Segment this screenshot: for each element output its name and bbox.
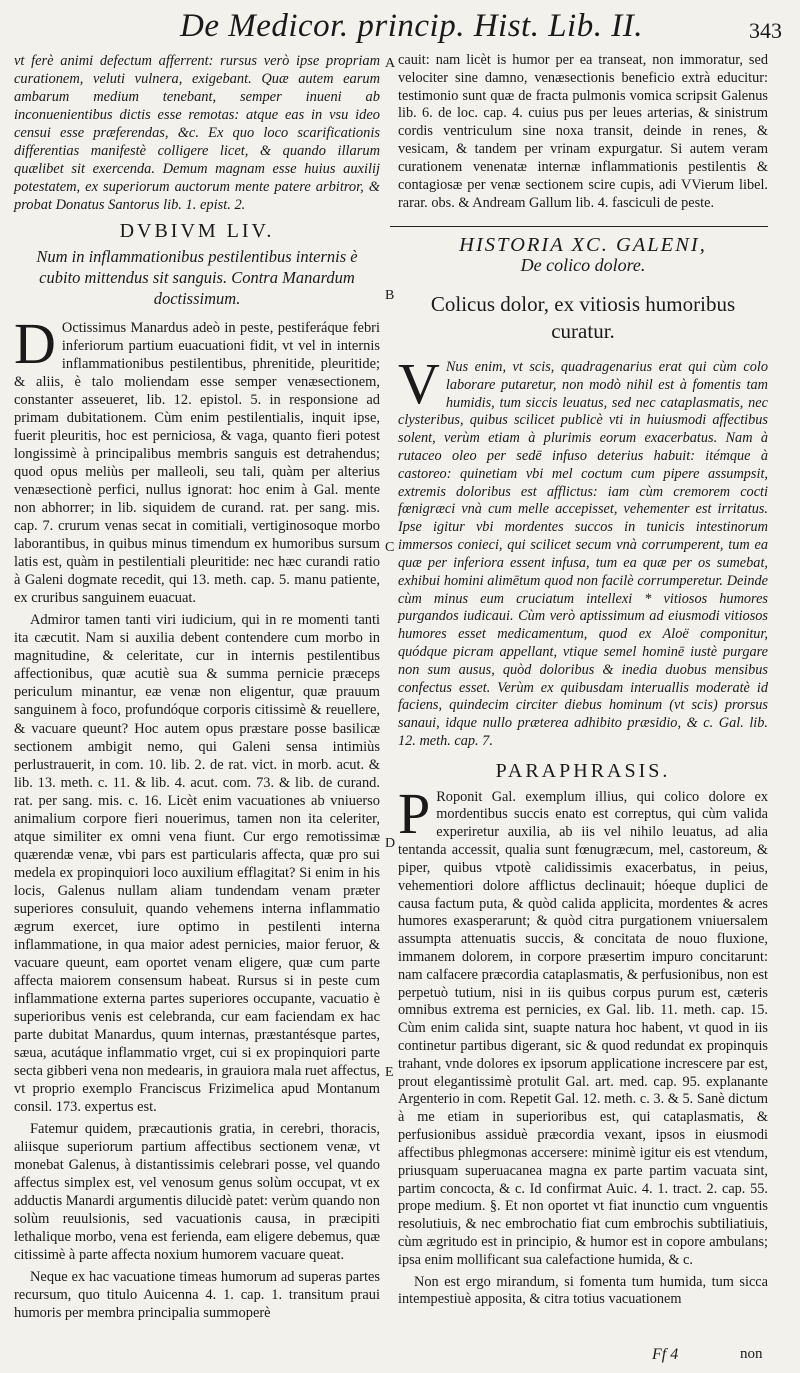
section-rule	[390, 226, 768, 227]
paraphrasis-paragraph-2: Non est ergo mirandum, si fomenta tum humida, tum sicca intempestiuè apposita, & citra totius vacuationem	[398, 1273, 768, 1308]
dropcap-p: P	[398, 780, 431, 846]
left-paragraph-1-text: Octissimus Manardus adeò in peste, pestiferáque febri inferiorum partium euacuationi fidit, vt vel in internis inflammationibus pestilentibus, phrenitide, pleuritide; & aliis, è talo moliendam esse semper venæsectionem, constanter asseueret, lib. 12. epistol. 5. in responsione ad primam dubitationem. Cùm enim pestilentialis, inquit ipse, fuerit pleuritis, hoc est perniciosa, & vaga, quanto fieri potest longissimè à principalibus membris sanguis est detrahendus; quod opus meliùs per malleoli, seu tali, quàm per alterius venæsectionè perfici, nullus ignorat: hoc enim à Gal. mente non abhorrer; in lib. siquidem de curand. rat. per sang. mis. cap. 7. crurum venas secat in comitiali, vertiginosoque morbo laborantibus, in quibus minus timendum ex humoribus sursum latis est, quàm in pestilentiali pleuritide: nec hæc curandi ratio à Galeni dogmate recedit, qui 13. meth. cap. 5. manu patiente, ex cruribus sanguinem euacuat.	[14, 320, 380, 607]
page-header	[0, 6, 800, 50]
margin-letter-c: C	[385, 540, 395, 555]
catchword: non	[740, 1346, 763, 1362]
left-intro-paragraph: vt ferè animi defectum afferrent: rursus verò ipse propriam curationem, veluti vulnera, exigebant. Quæ autem earum ambarum medium tenebant, semper inueni ab inconuenientibus dictis esse remotas: atque eas in vsu ideo censui esse præferendas, &c. Ex quo loco scarificationis differentias manifestè colligere licet, & quando illarum quælibet sit exercenda. Demum magnam esse huius auxilij potestatem, ex superiorum auctorum mente patere arbitror, & probat Donatus Santorus lib. 1. epist. 2.	[14, 53, 380, 214]
margin-letter-e: E	[385, 1065, 394, 1080]
history-subtitle: De colico dolore.	[520, 255, 646, 276]
margin-letter-b: B	[385, 288, 395, 303]
paraphrasis-title: PARAPHRASIS.	[495, 759, 671, 782]
paraphrasis-paragraph-1	[398, 780, 768, 1270]
colicus-title: Colicus dolor, ex vitiosis humoribus curatur.	[430, 291, 736, 343]
left-paragraph-2: Admiror tamen tanti viri iudicium, qui in re momenti tanti ita cæcutit. Nam si auxilia debent contendere cum morbo in magnitudine, & celeritate, cur in internis pestilentibus affectionibus, quæ acutiè sua & summa pernicie præceps periculum minantur, eæ venæ non eligentur, quæ prauum sanguinem à foco, profundóque corporis citissimè & reuellere, & vacuare queunt? Hoc autem opus præstare posse basilicæ sectionem ambigit nemo, qui Galeni sensa intimiùs perlustrauerit, in com. 10. lib. 2. de rat. vict. in morb. acut. & lib. 13. meth. c. 11. & lib. 4. acut. com. 73. & lib. de curand. rat. per sang. mis. c. 16. Licèt enim vacuationes ab vniuerso animalium corpore fieri nouerimus, tamen non ita celeriter, atque similiter ex omni vena fiunt. Cur ergo remotissimæ quærendæ venæ, vbi pars est particularis affecta, quæ pro sui medela ex propinquiori loco auxilium efflagitat? Si enim in his locis, Galenus nullam aliam tundendam venam præter superiores consuluit, quando vehemens interna inflammatio ægrum exercet, iure optimo in pestilenti interna inflammatione, in qua maior adest pernicies, maior feruor, & vacuare queunt, eam oportet venam eligere, quæ cum parte affecta maiorem consensum habeat. Rursus si in peste cum inflammatione externa partes superiores occupante, vacuatio è superioribus venis est celebranda, cur eam faciendam ex hac parte dubitat Manardus, quum internas, præstantésque partes, sæua, acutáque inflammatio vrget, cui si ex propinquiori parte secta gibberi vena non medearis, in grauiora mala ruet affectus, vt proprio exemplo Franciscus Frizimelica apud Montanum consil. 173. expertus est.	[14, 612, 380, 1115]
left-paragraph-4: Neque ex hac vacuatione timeas humorum ad superas partes recursum, quo titulo Auicenna 4. 1. cap. 1. transitum praui humoris per membra principalia summoperè	[14, 1268, 380, 1321]
right-column	[398, 52, 768, 1313]
history-paragraph	[398, 350, 768, 751]
dubium-question: Num in inflammationibus pestilentibus internis è cubito mittendus sit sanguis. Contra Manardum doctissimum.	[36, 247, 358, 309]
page-number: 343	[749, 18, 782, 43]
margin-letter-a: A	[385, 56, 396, 71]
dubium-title: DVBIVM LIV.	[119, 220, 275, 243]
paraphrasis-1-text: Roponit Gal. exemplum illius, qui colico dolore ex mordentibus succis enato est correptus, qui cùm valida experiretur auxilia, ab iis vel nihilo leuatus, ad alia tentanda accessit, qualia sunt fœnugræcum, mel, castoreum, & piper, quibus vtpotè calidissimis exacerbatus, in peius, vehementiori dolore afflictus declinauit; hóeque duplici de causa factum puta, & quòd calida applicita, mordentes & acres humores exasperarunt; & quòd citra purgationem vniuersalem assumpta attenuatis succis, & concitata de nouo fluxione, immanem dolorem, in corpore præsertim impuro concitarunt: nam calfacere præcordia cataplasmatis, & perfusionibus, non est perpetuò tutium, nisi in iis quibus corpus purum est, cæteris omnibus extrema est pernicies, ex Gal. lib. 11. meth. cap. 15. Cùm enim calida sint, suapte natura hoc habent, vt quod in iis continetur partibus digerant, sic & quod redundat ex propinquis trahant, vnde dolores ex ipsorum applicatione increscere par est, prout elegantissimè protulit Gal. art. med. cap. 95. explanante Argenterio in com. Repetit Gal. 12. meth. c. 3. & 5. Sanè dictum à me etiam in superioribus est, qui cataplasmatis, & perfusionibus assiduè præcordia vexant, ipsos in eiusmodi affectibus phlegmonas accersere: minimè igitur eis est vtendum, priusquam superuacanea magna ex parte partim vacuata sint, partim concocta, & c. Id confirmat Auic. 4. 1. tract. 2. cap. 55. prope medium. §. Et non oportet vt fiat inunctio cum vnguentis resolutiuis, & nec embrochatio fiat cum embrochis subtiliatiuis, cùm ægritudo est in principio, & humor est in copore ambulans; ipsa enim mollificant sua calefactione humida, & c.	[398, 788, 768, 1268]
dropcap-v: V	[398, 350, 440, 416]
dropcap-d: D	[14, 311, 56, 377]
history-text: Nus enim, vt scis, quadragenarius erat qui cùm colo laborare putaretur, non modò nihil est à fomentis tam humidis, tum siccis leuatus, sed nec cataplasmatis, nec clysteribus, quibus scilicet publicè vti in huiusmodi affectibus solent, verùm etiam à plurimis eorum exacerbatus. Nam à rutaceo oleo per sedē infuso deterius habuit: itémque à castoreo: quinetiam vbi mel coctum cum pipere assumpsit, extremis doloribus est afflictus: iam cùm cremorem cocti fœnigræci vnà cum melle accepisset, vehementer est irritatus. Ipse igitur vbi mordentes succos in tunicis intestinorum immersos conieci, qui scilicet secum vnà corrumperent, tum ea quæ per inferiora essent infusa, tum ea quæ per os sumebat, exhibui homini alimētum quod non facilè corrumperetur. Deinde cùm minus eum cruciatum intellexi * vitiosos humores purgandos iudicaui. Cùm verò aptissimum ad eiusmodi vitiosos humores esset medicamentum, quod ex Aloë componitur, quódque picram appellant, vtique semel hominē iustè purgare non sum ausus, quòd doloribus & inedia duobus mensibus confectus esset. Verùm ex quibusdam interuallis moderatè id faciens, quindecim circiter diebus hominum (vt scis) prorsus sanaui, idque nullo præterea adhibito præsidio, & c. Gal. lib. 12. meth. cap. 7.	[398, 358, 768, 749]
left-paragraph-3: Fatemur quidem, præcautionis gratia, in cerebri, thoracis, aliisque superiorum partium affectibus sectionem venæ, vt monebat Galenus, à distantissimis celebrari posse, vel quando affectus simplex est, vel venosum genus solùm occupat, vt ex adductis Manardi argumentis dilucidè patet: verùm quando non solùm reuulsionis, sed vacuationis causa, in præcipiti lethalique morbo, vena est ferienda, eam eligere debemus, quæ citissimè à parte affecta noxium humorem vacuare queat.	[14, 1120, 380, 1263]
left-column	[14, 52, 380, 1326]
running-title: De Medicor. princip. Hist. Lib. II.	[180, 8, 643, 44]
signature-mark: Ff 4	[652, 1346, 679, 1363]
margin-letter-d: D	[385, 836, 396, 851]
left-paragraph-1	[14, 311, 380, 607]
history-title: HISTORIA XC. GALENI,	[459, 234, 707, 257]
right-intro-paragraph: cauit: nam licèt is humor per ea transeat, non immoratur, sed velociter sine damno, venæsectionis beneficio extrà educitur: testimonio sunt quæ de fracta pulmonis vomica scripsit Galenus lib. 6. de loc. cap. 4. cuius pus per leues arterias, & sinistrum cordis ventriculum sine noxa transit, deinde in renes, & vesicam, & tandem per vrinam expurgatur. Si autem veram curationem venenatæ internæ inflammationis pestilentis & contagiosæ per venæ sectionem scire cupis, adi VVierum libel. rarar. obs. & Andream Gallum lib. 4. fasciculi de peste.	[398, 52, 768, 211]
